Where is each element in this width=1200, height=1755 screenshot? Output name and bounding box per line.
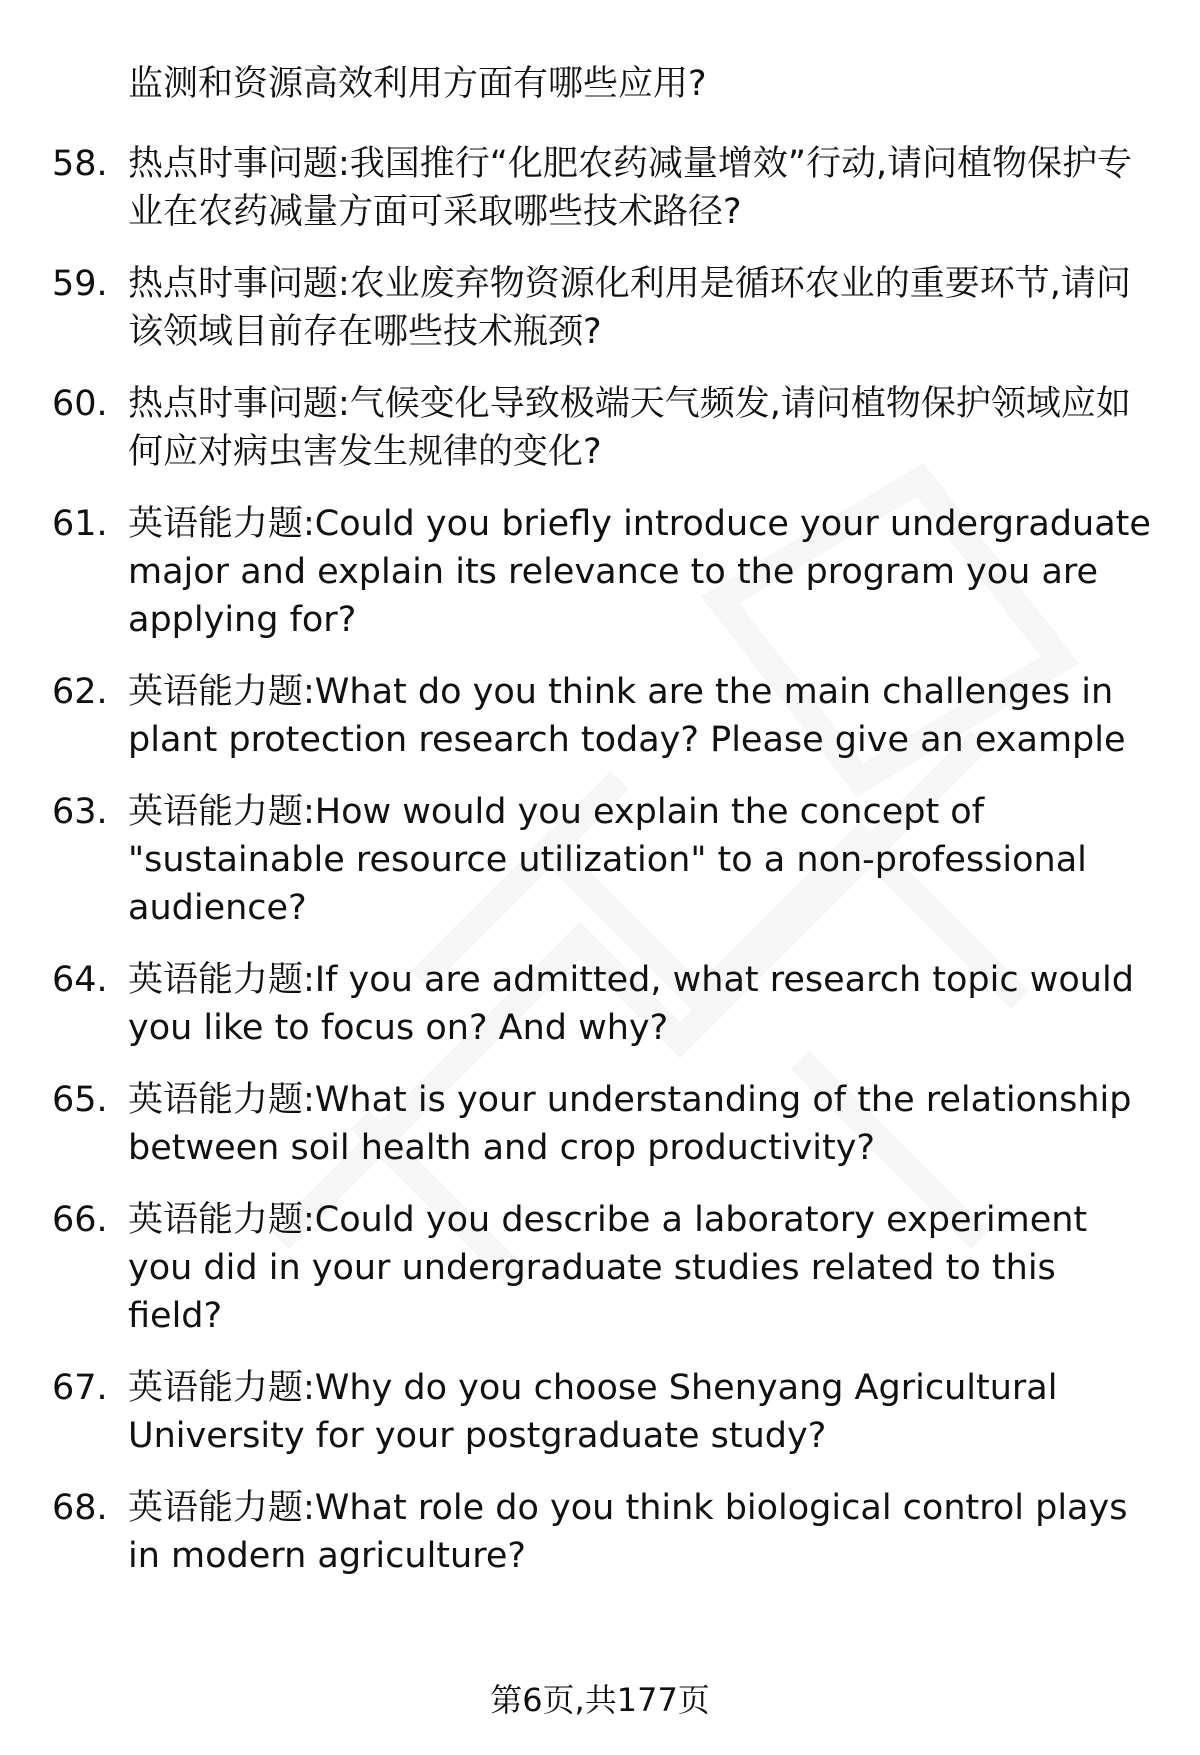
question-item (0, 140, 1200, 236)
question-item (0, 380, 1200, 476)
question-text: 英语能力题:Could you briefly introduce your undergraduate major and explain its relevance to the program you are applying for? (128, 504, 1151, 640)
question-text: 英语能力题:What is your understanding of the relationship between soil health and crop productivity? (128, 1080, 1132, 1168)
question-text: 英语能力题:If you are admitted, what research topic would you like to focus on? And why? (128, 960, 1134, 1048)
question-item (0, 1076, 1200, 1172)
question-item (0, 1484, 1200, 1580)
question-text: 热点时事问题:我国推行“化肥农药减量增效”行动,请问植物保护专业在农药减量方面可采取哪些技术路径? (128, 144, 1133, 232)
question-item (0, 956, 1200, 1052)
question-item (0, 500, 1200, 644)
question-text: 英语能力题:How would you explain the concept of "sustainable resource utilization" to a non-professional audience? (128, 792, 1087, 928)
question-text: 英语能力题:What do you think are the main challenges in plant protection research today? Please give an example (128, 672, 1126, 760)
question-item (0, 260, 1200, 356)
question-text: 英语能力题:What role do you think biological control plays in modern agriculture? (128, 1488, 1128, 1576)
question-text: 英语能力题:Could you describe a laboratory experiment you did in your undergraduate studies related to this field? (128, 1200, 1088, 1336)
question-number: 63. (52, 792, 108, 832)
question-number: 58. (52, 144, 108, 184)
question-number: 65. (52, 1080, 108, 1120)
continuation-text: 监测和资源高效利用方面有哪些应用? (128, 64, 707, 104)
question-list (0, 140, 1200, 1604)
question-item (0, 1196, 1200, 1340)
question-number: 62. (52, 672, 108, 712)
question-number: 66. (52, 1200, 108, 1240)
question-text: 热点时事问题:气候变化导致极端天气频发,请问植物保护领域应如何应对病虫害发生规律的变化? (128, 384, 1131, 472)
question-number: 64. (52, 960, 108, 1000)
page-footer: 第6页,共177页 (490, 1681, 710, 1719)
question-number: 68. (52, 1488, 108, 1528)
question-item (0, 668, 1200, 764)
question-text: 英语能力题:Why do you choose Shenyang Agricultural University for your postgraduate study? (128, 1368, 1058, 1456)
question-number: 67. (52, 1368, 108, 1408)
question-item (0, 1364, 1200, 1460)
question-number: 60. (52, 384, 108, 424)
question-text: 热点时事问题:农业废弃物资源化利用是循环农业的重要环节,请问该领域目前存在哪些技术瓶颈? (128, 264, 1131, 352)
question-item (0, 788, 1200, 932)
question-number: 59. (52, 264, 108, 304)
question-number: 61. (52, 504, 108, 544)
